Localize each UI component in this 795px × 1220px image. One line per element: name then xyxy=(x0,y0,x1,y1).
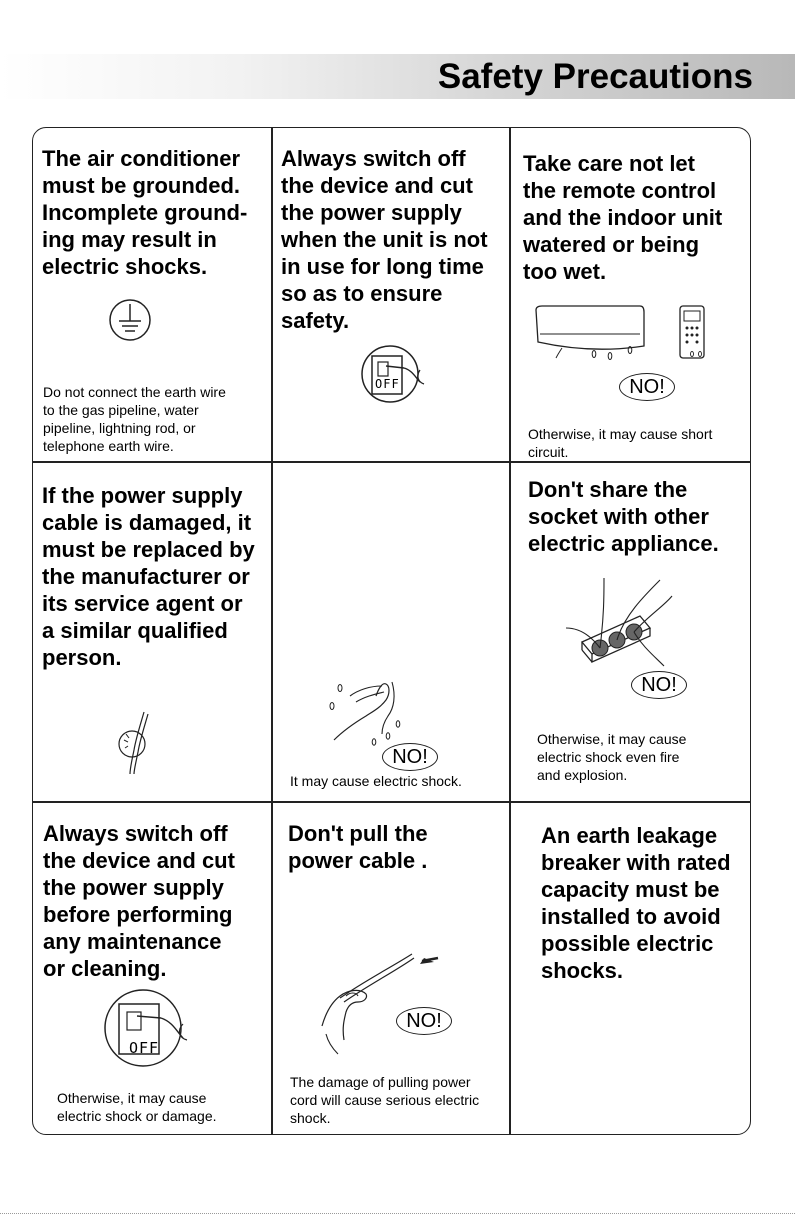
power-strip-icon xyxy=(564,576,674,672)
precaution-note: It may cause electric shock. xyxy=(290,773,462,789)
precaution-heading: If the power supply cable is damaged, it must be replaced by the manufacturer or its service agent or a similar qualified person. xyxy=(42,483,255,670)
precaution-note: Do not connect the earth wire to the gas pipeline, water pipeline, lightning rod, or telephone earth wire. xyxy=(43,384,226,454)
switch-off-label: OFF xyxy=(375,377,400,391)
precaution-note: Otherwise, it may cause short circuit. xyxy=(528,426,713,460)
precaution-heading: Always switch off the device and cut the power supply before performing any maintenance or cleaning. xyxy=(43,821,235,981)
earth-ground-icon xyxy=(104,294,156,346)
page-title: Safety Precautions xyxy=(437,57,753,96)
precaution-heading: The air conditioner must be grounded. Incomplete ground- ing may result in electric shocks. xyxy=(42,146,248,279)
precaution-heading: Always switch off the device and cut the power supply when the unit is not in use for long time so as to ensure safety. xyxy=(281,146,488,333)
no-badge: NO! xyxy=(631,671,687,699)
grid-divider xyxy=(271,127,273,1135)
grid-divider xyxy=(32,801,751,803)
precaution-heading: An earth leakage breaker with rated capacity must be installed to avoid possible electric shocks. xyxy=(541,823,731,983)
no-badge: NO! xyxy=(396,1007,452,1035)
power-switch-off-icon xyxy=(360,342,426,408)
precaution-note: The damage of pulling power cord will cause serious electric shock. xyxy=(290,1074,480,1126)
hand-pulling-cable-icon xyxy=(316,950,440,1058)
precaution-note: Otherwise, it may cause electric shock even fire and explosion. xyxy=(537,731,687,783)
wet-indoor-unit-and-remote-icon xyxy=(532,304,712,366)
wet-hand-icon xyxy=(326,676,406,750)
no-badge: NO! xyxy=(382,743,438,771)
grid-divider xyxy=(509,127,511,1135)
precaution-note: Otherwise, it may cause electric shock or damage. xyxy=(57,1090,217,1124)
grid-divider xyxy=(32,461,751,463)
precaution-heading: Don't pull the power cable . xyxy=(288,821,428,873)
bottom-edge xyxy=(0,1213,795,1214)
power-switch-off-icon xyxy=(103,984,189,1072)
precaution-heading: Take care not let the remote control and the indoor unit watered or being too wet. xyxy=(523,151,723,284)
damaged-cable-icon xyxy=(110,710,160,776)
switch-off-label: OFF xyxy=(129,1039,160,1057)
no-badge: NO! xyxy=(619,373,675,401)
precaution-heading: Don't share the socket with other electric appliance. xyxy=(528,477,719,556)
